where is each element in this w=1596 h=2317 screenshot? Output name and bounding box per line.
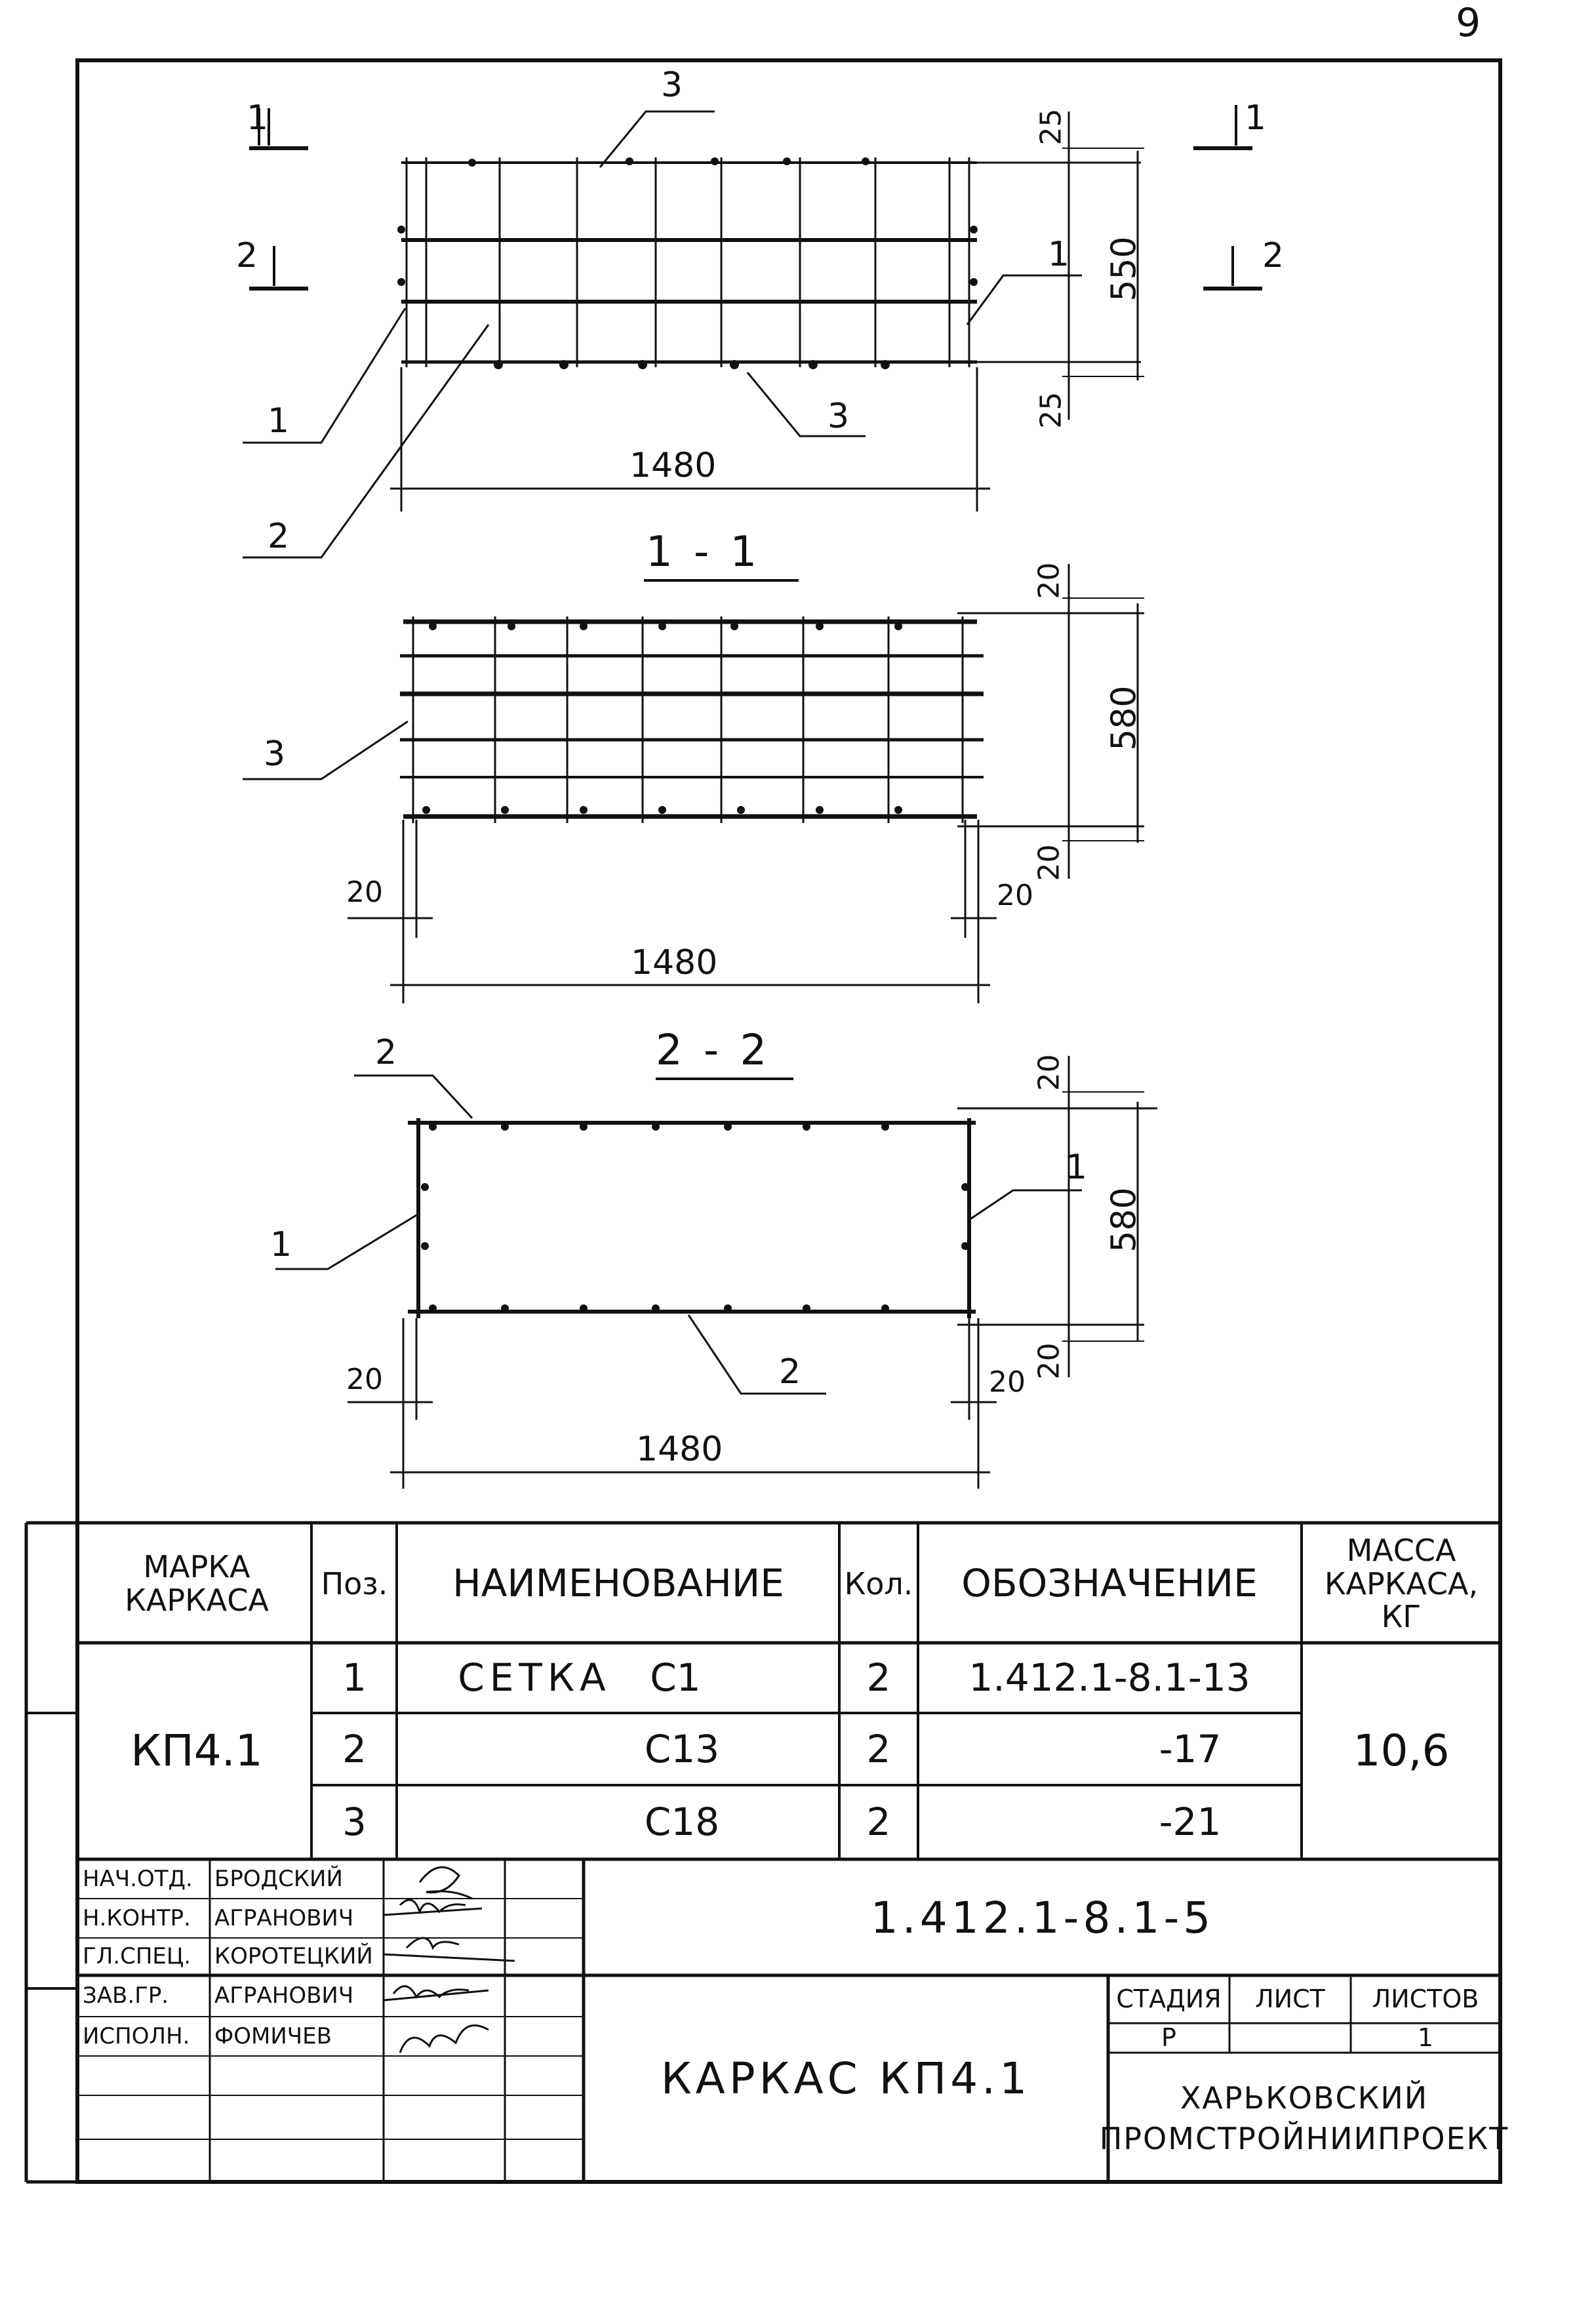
sig-role-2: Н.КОНТР.	[83, 1904, 191, 1931]
sheet-label: ЛИСТ	[1255, 1985, 1325, 2014]
sig-name-1: БРОДСКИЙ	[214, 1865, 343, 1892]
s11-dim-top: 20	[1032, 562, 1066, 599]
document-code: 1.412.1-8.1-5	[870, 1892, 1215, 1943]
section-1-1	[243, 564, 1144, 1003]
s22-callout-1-right: 1	[1066, 1148, 1088, 1187]
drawing-title: КАРКАС КП4.1	[660, 2053, 1031, 2104]
stage-label: СТАДИЯ	[1116, 1985, 1222, 2014]
s22-callout-2-bottom: 2	[779, 1352, 801, 1392]
s11-dim-right: 20	[997, 879, 1033, 912]
header-designation: ОБОЗНАЧЕНИЕ	[961, 1561, 1258, 1606]
s22-callout-2-top: 2	[375, 1033, 397, 1072]
section-2-2	[275, 1056, 1157, 1489]
header-name: НАИМЕНОВАНИЕ	[452, 1561, 784, 1606]
section-2-2-title: 2 - 2	[656, 1026, 771, 1075]
plan-dim-bottom: 25	[1034, 392, 1068, 429]
row1-qty: 2	[866, 1655, 891, 1701]
page-number: 9	[1456, 0, 1481, 46]
s11-dim-length: 1480	[631, 943, 718, 982]
section-1-1-callout-3: 3	[264, 735, 286, 774]
s22-dim-height: 580	[1104, 1187, 1144, 1253]
plan-dim-top: 25	[1034, 108, 1068, 146]
row2-designation: -17	[1159, 1726, 1222, 1771]
header-pos: Поз.	[321, 1565, 388, 1602]
header-mass: МАССА КАРКАСА, КГ	[1324, 1533, 1479, 1635]
frame-mark: КП4.1	[130, 1725, 263, 1776]
section-mark-2-left: 2	[236, 236, 258, 275]
s11-dim-height: 580	[1104, 685, 1144, 751]
sig-role-5: ИСПОЛН.	[83, 2023, 190, 2049]
row3-pos: 3	[342, 1800, 367, 1845]
s22-dim-left: 20	[346, 1363, 383, 1396]
plan-view	[243, 105, 1262, 557]
sheet-value	[1231, 2025, 1349, 2052]
sig-name-3: КОРОТЕЦКИЙ	[214, 1943, 373, 1970]
header-mark: МАРКА КАРКАСА	[125, 1549, 269, 1618]
row3-qty: 2	[866, 1800, 891, 1845]
sig-name-4: АГРАНОВИЧ	[214, 1983, 354, 2009]
s22-dim-right: 20	[989, 1365, 1026, 1399]
section-mark-1-left: 1	[247, 98, 269, 138]
s11-dim-left: 20	[346, 876, 383, 909]
sig-role-3: ГЛ.СПЕЦ.	[83, 1943, 191, 1970]
sig-name-5: ФОМИЧЕВ	[214, 2023, 332, 2049]
s22-callout-1-left: 1	[270, 1225, 292, 1264]
sig-role-1: НАЧ.ОТД.	[83, 1865, 193, 1892]
plan-callout-3-top: 3	[661, 66, 683, 105]
plan-callout-2: 2	[268, 517, 290, 556]
section-mark-1-right: 1	[1245, 98, 1267, 138]
s22-dim-bottom: 20	[1032, 1342, 1066, 1380]
frame-mass: 10,6	[1353, 1725, 1450, 1776]
sheets-value: 1	[1417, 2023, 1434, 2053]
section-mark-2-right: 2	[1262, 236, 1285, 275]
header-qty: Кол.	[844, 1565, 913, 1602]
handwritten-signatures	[384, 1867, 515, 2053]
plan-callout-1-left: 1	[268, 401, 290, 441]
row3-name: С18	[644, 1800, 720, 1845]
s22-dim-top: 20	[1032, 1054, 1066, 1091]
section-1-1-title: 1 - 1	[646, 528, 761, 576]
sig-name-2: АГРАНОВИЧ	[214, 1904, 354, 1931]
sheets-label: ЛИСТОВ	[1372, 1985, 1479, 2014]
row1-designation: 1.412.1-8.1-13	[968, 1655, 1250, 1701]
row2-qty: 2	[866, 1726, 891, 1771]
organization: ХАРЬКОВСКИЙ ПРОМСТРОЙНИИПРОЕКТ	[1099, 2080, 1509, 2156]
row1-pos: 1	[342, 1655, 367, 1701]
row2-name: С13	[644, 1726, 720, 1771]
plan-callout-3-bottom: 3	[828, 397, 850, 436]
row2-pos: 2	[342, 1726, 367, 1771]
row1-name: С1	[650, 1655, 701, 1701]
s11-dim-bottom: 20	[1032, 844, 1066, 881]
sig-role-4: ЗАВ.ГР.	[83, 1983, 169, 2009]
plan-dim-height: 550	[1104, 236, 1144, 302]
row3-designation: -21	[1159, 1800, 1222, 1845]
plan-callout-1-right: 1	[1048, 235, 1070, 274]
row1-name-prefix: СЕТКА	[458, 1655, 611, 1701]
plan-dim-length: 1480	[629, 446, 717, 485]
stage-value: Р	[1161, 2023, 1176, 2053]
s22-dim-length: 1480	[636, 1430, 723, 1469]
